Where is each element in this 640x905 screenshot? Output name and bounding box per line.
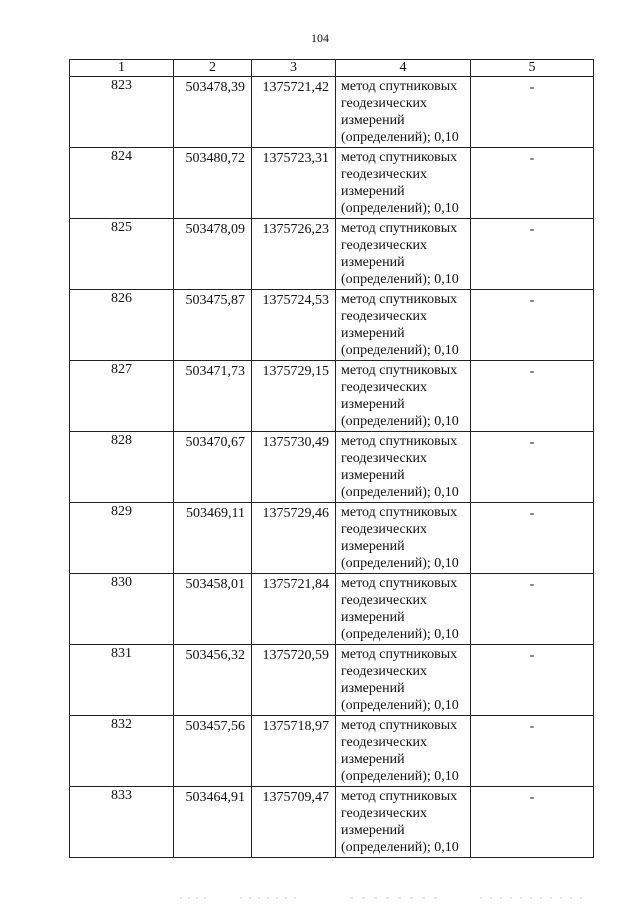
note-cell: - xyxy=(471,432,594,503)
method-text-line: (определений); 0,10 xyxy=(341,556,459,571)
method-text-line: геодезических xyxy=(341,735,428,750)
y-coordinate-cell: 1375724,53 xyxy=(252,290,336,361)
method-text-line: метод спутниковых xyxy=(341,292,458,307)
table-header-row xyxy=(70,60,594,77)
x-coordinate-cell: 503471,73 xyxy=(174,361,252,432)
coordinates-table xyxy=(69,59,594,858)
y-coordinate-cell: 1375723,31 xyxy=(252,148,336,219)
note-cell: - xyxy=(471,77,594,148)
method-text-line: измерений xyxy=(341,752,405,767)
method-text-line: измерений xyxy=(341,397,405,412)
point-number-cell: 833 xyxy=(70,787,174,858)
table-row xyxy=(70,148,594,219)
method-text-line: метод спутниковых xyxy=(341,718,458,733)
method-text-line: (определений); 0,10 xyxy=(341,698,459,713)
method-text-line: геодезических xyxy=(341,806,428,821)
point-number-cell: 826 xyxy=(70,290,174,361)
x-coordinate-cell: 503456,32 xyxy=(174,645,252,716)
x-coordinate-cell: 503478,39 xyxy=(174,77,252,148)
method-cell xyxy=(336,361,471,432)
method-cell xyxy=(336,77,471,148)
method-text-line: измерений xyxy=(341,681,405,696)
x-coordinate-cell: 503480,72 xyxy=(174,148,252,219)
note-cell: - xyxy=(471,290,594,361)
x-coordinate-cell: 503475,87 xyxy=(174,290,252,361)
method-text-line: метод спутниковых xyxy=(341,434,458,449)
method-text-line: измерений xyxy=(341,255,405,270)
method-text-line: измерений xyxy=(341,113,405,128)
table-row xyxy=(70,574,594,645)
note-cell: - xyxy=(471,361,594,432)
column-header-3: 3 xyxy=(252,60,336,77)
method-text-line: геодезических xyxy=(341,309,428,324)
table-row xyxy=(70,432,594,503)
method-text-line: (определений); 0,10 xyxy=(341,485,459,500)
method-text-line: измерений xyxy=(341,468,405,483)
y-coordinate-cell: 1375726,23 xyxy=(252,219,336,290)
point-number-cell: 828 xyxy=(70,432,174,503)
method-text-line: измерений xyxy=(341,326,405,341)
method-text-line: (определений); 0,10 xyxy=(341,769,459,784)
y-coordinate-cell: 1375720,59 xyxy=(252,645,336,716)
method-cell xyxy=(336,645,471,716)
y-coordinate-cell: 1375721,42 xyxy=(252,77,336,148)
point-number-cell: 824 xyxy=(70,148,174,219)
method-text-line: геодезических xyxy=(341,593,428,608)
note-cell: - xyxy=(471,574,594,645)
y-coordinate-cell: 1375718,97 xyxy=(252,716,336,787)
page-number: 104 xyxy=(311,31,329,45)
point-number-cell: 832 xyxy=(70,716,174,787)
method-text-line: (определений); 0,10 xyxy=(341,130,459,145)
x-coordinate-cell: 503469,11 xyxy=(174,503,252,574)
y-coordinate-cell: 1375730,49 xyxy=(252,432,336,503)
table-body xyxy=(70,77,594,858)
x-coordinate-cell: 503470,67 xyxy=(174,432,252,503)
x-coordinate-cell: 503458,01 xyxy=(174,574,252,645)
method-text-line: метод спутниковых xyxy=(341,576,458,591)
point-number-cell: 830 xyxy=(70,574,174,645)
method-cell xyxy=(336,219,471,290)
point-number-cell: 825 xyxy=(70,219,174,290)
method-text-line: измерений xyxy=(341,184,405,199)
point-number-cell: 827 xyxy=(70,361,174,432)
method-cell xyxy=(336,432,471,503)
method-text-line: измерений xyxy=(341,610,405,625)
note-cell: - xyxy=(471,148,594,219)
method-text-line: метод спутниковых xyxy=(341,363,458,378)
method-text-line: геодезических xyxy=(341,167,428,182)
method-text-line: измерений xyxy=(341,823,405,838)
column-header-5: 5 xyxy=(471,60,594,77)
method-cell xyxy=(336,503,471,574)
point-number-cell: 829 xyxy=(70,503,174,574)
y-coordinate-cell: 1375721,84 xyxy=(252,574,336,645)
method-text-line: геодезических xyxy=(341,522,428,537)
x-coordinate-cell: 503464,91 xyxy=(174,787,252,858)
method-text-line: геодезических xyxy=(341,451,428,466)
scan-edge-marks xyxy=(180,896,600,900)
method-text-line: геодезических xyxy=(341,380,428,395)
method-text-line: (определений); 0,10 xyxy=(341,414,459,429)
method-text-line: метод спутниковых xyxy=(341,789,458,804)
column-header-4: 4 xyxy=(336,60,471,77)
method-cell xyxy=(336,574,471,645)
table-row xyxy=(70,716,594,787)
method-text-line: (определений); 0,10 xyxy=(341,840,459,855)
point-number-cell: 823 xyxy=(70,77,174,148)
method-cell xyxy=(336,290,471,361)
method-cell xyxy=(336,787,471,858)
table-row xyxy=(70,290,594,361)
method-text-line: (определений); 0,10 xyxy=(341,627,459,642)
y-coordinate-cell: 1375709,47 xyxy=(252,787,336,858)
y-coordinate-cell: 1375729,15 xyxy=(252,361,336,432)
column-header-2: 2 xyxy=(174,60,252,77)
column-header-1: 1 xyxy=(70,60,174,77)
note-cell: - xyxy=(471,219,594,290)
method-text-line: (определений); 0,10 xyxy=(341,343,459,358)
method-text-line: измерений xyxy=(341,539,405,554)
method-text-line: геодезических xyxy=(341,664,428,679)
method-text-line: метод спутниковых xyxy=(341,79,458,94)
method-text-line: (определений); 0,10 xyxy=(341,201,459,216)
method-text-line: метод спутниковых xyxy=(341,647,458,662)
x-coordinate-cell: 503457,56 xyxy=(174,716,252,787)
method-text-line: метод спутниковых xyxy=(341,150,458,165)
method-text-line: геодезических xyxy=(341,96,428,111)
point-number-cell: 831 xyxy=(70,645,174,716)
table-row xyxy=(70,645,594,716)
method-text-line: геодезических xyxy=(341,238,428,253)
method-cell xyxy=(336,716,471,787)
method-text-line: (определений); 0,10 xyxy=(341,272,459,287)
x-coordinate-cell: 503478,09 xyxy=(174,219,252,290)
table-row xyxy=(70,361,594,432)
table-row xyxy=(70,503,594,574)
note-cell: - xyxy=(471,645,594,716)
table-row xyxy=(70,77,594,148)
note-cell: - xyxy=(471,787,594,858)
method-text-line: метод спутниковых xyxy=(341,505,458,520)
note-cell: - xyxy=(471,716,594,787)
table-row xyxy=(70,219,594,290)
method-text-line: метод спутниковых xyxy=(341,221,458,236)
table-row xyxy=(70,787,594,858)
y-coordinate-cell: 1375729,46 xyxy=(252,503,336,574)
method-cell xyxy=(336,148,471,219)
note-cell: - xyxy=(471,503,594,574)
